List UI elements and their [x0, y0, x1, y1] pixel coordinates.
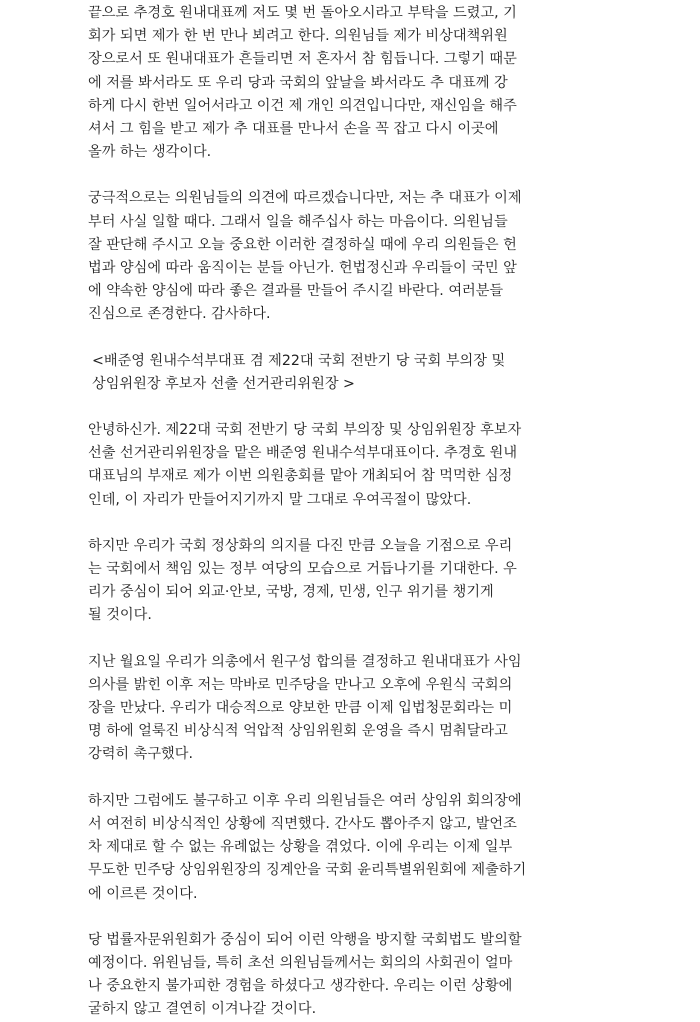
- text-line: 상임위원장 후보자 선출 선거관리위원장 >: [92, 375, 355, 392]
- body-paragraph: [88, 535, 612, 628]
- text-line: 될 것이다.: [88, 607, 152, 624]
- text-line: 올까 하는 생각이다.: [88, 144, 212, 161]
- body-paragraph: [88, 2, 612, 164]
- text-line: 리가 중심이 되어 외교·안보, 국방, 경제, 민생, 인구 위기를 챙기게: [88, 584, 494, 601]
- text-line: 강력히 촉구했다.: [88, 746, 193, 763]
- body-paragraph: [88, 651, 612, 767]
- text-line: 차 제대로 할 수 없는 유례없는 상황을 겪었다. 이에 우리는 이제 일부: [88, 839, 513, 856]
- body-paragraph: [88, 419, 612, 512]
- text-line: 나 중요한지 불가피한 경험을 하셨다고 생각한다. 우리는 이런 상황에: [88, 978, 513, 995]
- body-paragraph: [88, 187, 612, 326]
- text-line: 부터 사실 일할 때다. 그래서 일을 해주십사 하는 마음이다. 의원님들: [88, 213, 508, 230]
- text-line: 안녕하신가. 제22대 국회 전반기 당 국회 부의장 및 상임위원장 후보자: [88, 422, 522, 439]
- text-line: 명 하에 얼룩진 비상식적 억압적 상임위원회 운영을 즉시 멈춰달라고: [88, 723, 508, 740]
- text-line: 인데, 이 자리가 만들어지기까지 말 그대로 우여곡절이 많았다.: [88, 491, 472, 508]
- body-paragraph: [88, 790, 612, 906]
- text-line: 지난 월요일 우리가 의총에서 원구성 합의를 결정하고 원내대표가 사임: [88, 653, 522, 670]
- text-line: 의사를 밝힌 이후 저는 막바로 민주당을 만나고 오후에 우원식 국회의: [88, 676, 513, 693]
- text-line: 하지만 우리가 국회 정상화의 의지를 다진 만큼 오늘을 기점으로 우리: [88, 537, 513, 554]
- text-line: 장으로서 또 원내대표가 흔들리면 저 혼자서 참 힘듭니다. 그렇기 때문: [88, 51, 517, 68]
- text-line: 에 약속한 양심에 따라 좋은 결과를 만들어 주시길 바란다. 여러분들: [88, 283, 504, 300]
- text-line: 무도한 민주당 상임위원장의 징계안을 국회 윤리특별위원회에 제출하기: [88, 862, 527, 879]
- text-line: 하게 다시 한번 일어서라고 이건 제 개인 의견입니다만, 재신임을 해주: [88, 97, 517, 114]
- text-line: 에 이르른 것이다.: [88, 885, 198, 902]
- text-line: 회가 되면 제가 한 번 만나 뵈려고 한다. 의원님들 제가 비상대책위원: [88, 28, 508, 45]
- text-line: 예정이다. 위원님들, 특히 초선 의원님들께서는 회의의 사회권이 얼마: [88, 954, 513, 971]
- body-paragraph: [88, 929, 612, 1022]
- text-line: 굴하지 않고 결연히 이겨나갈 것이다.: [88, 1001, 317, 1018]
- text-line: <배준영 원내수석부대표 겸 제22대 국회 전반기 당 국회 부의장 및: [92, 352, 506, 369]
- section-heading: [88, 350, 612, 396]
- text-line: 서 여전히 비상식적인 상황에 직면했다. 간사도 뽑아주지 않고, 발언조: [88, 815, 517, 832]
- text-line: 당 법률자문위원회가 중심이 되어 이런 악행을 방지할 국회법도 발의할: [88, 931, 522, 948]
- document-body: [88, 2, 612, 1022]
- text-line: 선출 선거관리위원장을 맡은 배준영 원내수석부대표이다. 추경호 원내: [88, 445, 518, 462]
- text-line: 궁극적으로는 의원님들의 의견에 따르겠습니다만, 저는 추 대표가 이제: [88, 190, 522, 207]
- text-line: 잘 판단해 주시고 오늘 중요한 이러한 결정하실 때에 우리 의원들은 헌: [88, 236, 517, 253]
- text-line: 법과 양심에 따라 움직이는 분들 아닌가. 헌법정신과 우리들이 국민 앞: [88, 260, 517, 277]
- text-line: 진심으로 존경한다. 감사하다.: [88, 306, 271, 323]
- text-line: 하지만 그럼에도 불구하고 이후 우리 의원님들은 여러 상임위 회의장에: [88, 792, 522, 809]
- text-line: 는 국회에서 책임 있는 정부 여당의 모습으로 거듭나기를 기대한다. 우: [88, 561, 517, 578]
- text-line: 장을 만났다. 우리가 대승적으로 양보한 만큼 이제 입법청문회라는 미: [88, 700, 513, 717]
- text-line: 끝으로 추경호 원내대표께 저도 몇 번 돌아오시라고 부탁을 드렸고, 기: [88, 5, 517, 21]
- text-line: 대표님의 부재로 제가 이번 의원총회를 맡아 개최되어 참 먹먹한 심정: [88, 468, 513, 485]
- text-line: 에 저를 봐서라도 또 우리 당과 국회의 앞날을 봐서라도 추 대표께 강: [88, 74, 508, 91]
- text-line: 셔서 그 힘을 받고 제가 추 대표를 만나서 손을 꼭 잡고 다시 이곳에: [88, 121, 499, 138]
